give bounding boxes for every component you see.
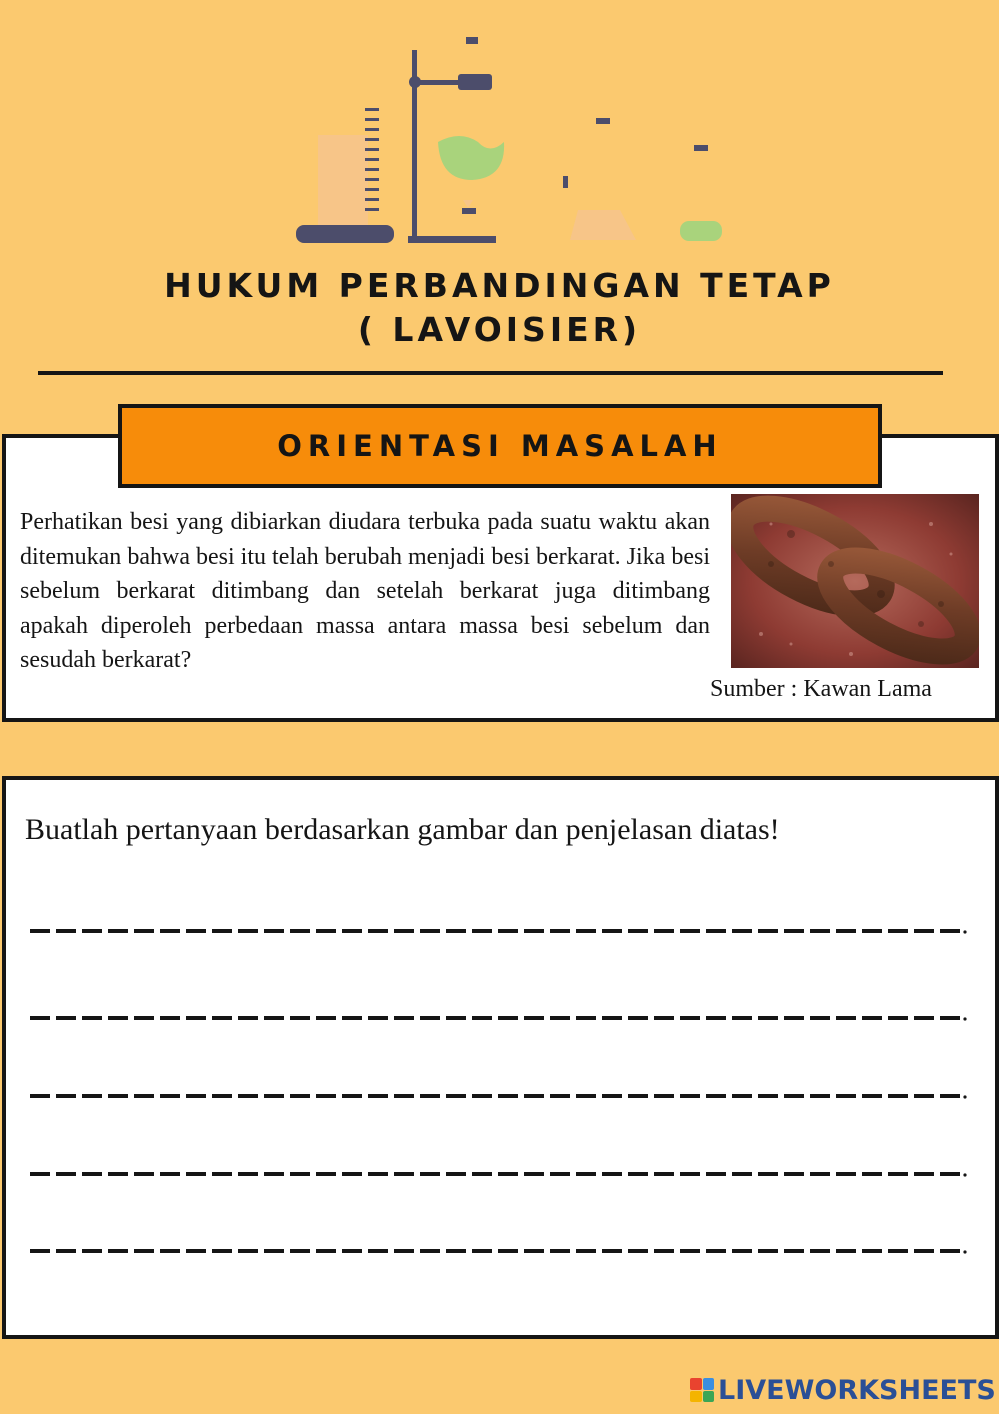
lab-equipment-illustration (290, 30, 730, 250)
small-flask (570, 210, 636, 240)
answer-line-4[interactable] (30, 1171, 968, 1177)
question-prompt: Buatlah pertanyaan berdasarkan gambar dan penjelasan diatas! (25, 813, 780, 846)
cylinder-base (296, 225, 394, 243)
answer-line-5[interactable] (30, 1248, 968, 1254)
orientation-paragraph: Perhatikan besi yang dibiarkan diudara terbuka pada suatu waktu akan ditemukan bahwa besi itu telah berubah menjadi besi berkarat. Jika besi sebelum berkarat ditimbang dan setelah berkarat juga ditimbang apakah diperoleh perbedaan massa antara massa besi sebelum dan sesudah berkarat? (20, 509, 710, 673)
page-title-line-1: HUKUM PERBANDINGAN TETAP (164, 266, 835, 305)
orientation-banner: ORIENTASI MASALAH (118, 404, 882, 488)
stand-base (408, 236, 496, 243)
question-box (2, 776, 999, 1339)
title-divider (38, 371, 943, 375)
image-caption: Sumber : Kawan Lama (710, 676, 932, 702)
answer-line-3[interactable] (30, 1093, 968, 1099)
liveworksheets-logo-icon (690, 1378, 714, 1402)
answer-line-2[interactable] (30, 1015, 968, 1021)
brand-text: LIVEWORKSHEETS (718, 1374, 996, 1406)
rusty-chain-photo (731, 494, 979, 668)
green-flask (438, 136, 504, 180)
liveworksheets-brand[interactable] (690, 1373, 996, 1407)
clamp (458, 74, 492, 90)
measuring-cylinder-shape (318, 135, 368, 225)
answer-line-1[interactable] (30, 928, 968, 934)
green-dish (680, 221, 722, 241)
page-title-line-2: ( LAVOISIER) (357, 310, 642, 349)
